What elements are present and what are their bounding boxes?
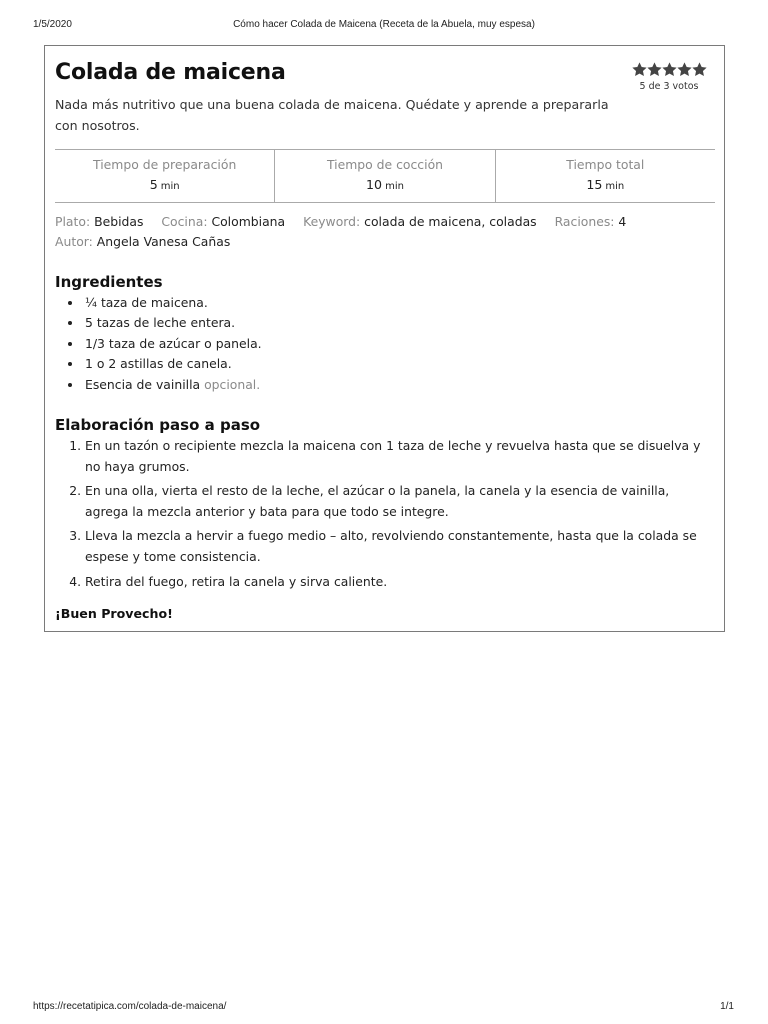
instructions-list — [55, 436, 713, 596]
recipe-summary: Nada más nutritivo que una buena colada de maicena. Quédate y aprende a prepararla con nosotros. — [55, 97, 609, 133]
meta-keyword — [303, 214, 537, 229]
print-date: 1/5/2020 — [33, 19, 72, 30]
star-icon[interactable] — [692, 62, 707, 77]
time-amount: 5 — [149, 177, 158, 192]
meta-author — [55, 232, 715, 252]
time-block — [495, 150, 715, 202]
closing-note: ¡Buen Provecho! — [55, 606, 173, 621]
time-value — [496, 177, 715, 192]
meta-servings-label: Raciones: — [554, 214, 615, 229]
ingredient-item — [83, 293, 703, 313]
star-icon[interactable] — [662, 62, 677, 77]
instruction-step: 1. En un tazón o recipiente mezcla la maicena con 1 taza de leche y revuelva hasta que se disuelva y no haya grumos. — [85, 436, 713, 477]
ingredient-text: ¼ taza de maicena. — [85, 295, 208, 310]
recipe-name: Colada de maicena — [55, 60, 286, 85]
meta-course — [55, 214, 143, 229]
instruction-step: 4. Retira del fuego, retira la canela y sirva caliente. — [85, 572, 713, 593]
ingredient-note: opcional. — [204, 376, 261, 392]
time-block — [55, 150, 274, 202]
time-label: Tiempo de preparación — [93, 157, 237, 172]
meta-cuisine-value: Colombiana — [211, 214, 286, 229]
meta-course-label: Plato: — [55, 214, 91, 229]
time-label: Tiempo de cocción — [326, 157, 443, 172]
ingredient-item — [83, 375, 703, 395]
rating-stars[interactable] — [624, 62, 714, 77]
time-label: Tiempo total — [566, 157, 645, 172]
time-value — [55, 177, 274, 192]
time-amount: 15 — [586, 177, 603, 192]
ingredient-text: 1/3 taza de azúcar o panela. — [85, 335, 262, 351]
time-unit: min — [605, 181, 625, 192]
star-icon[interactable] — [632, 62, 647, 77]
print-header — [0, 0, 768, 44]
print-url: https://recetatipica.com/colada-de-maicena/ — [33, 1001, 227, 1012]
meta-servings-value: 4 — [618, 214, 627, 229]
ingredient-text: 5 tazas de leche entera. — [85, 315, 236, 331]
ingredients-heading: Ingredientes — [55, 273, 163, 291]
print-page-title: Cómo hacer Colada de Maicena (Receta de la Abuela, muy espesa) — [233, 19, 535, 30]
rating-votes: 5 de 3 votos — [639, 81, 699, 92]
time-block — [274, 150, 494, 202]
recipe-rating[interactable] — [624, 62, 714, 92]
meta-author-label: Autor: — [55, 234, 93, 249]
instructions-heading: Elaboración paso a paso — [55, 416, 261, 434]
ingredient-item — [83, 313, 703, 333]
instruction-step: 2. En una olla, vierta el resto de la leche, el azúcar o la panela, la canela y la esencia de vainilla, agrega la mezcla anterior y bata para que todo se integre. — [85, 481, 713, 522]
meta-keyword-label: Keyword: — [303, 214, 361, 229]
time-amount: 10 — [366, 177, 383, 192]
instruction-step: 3. Lleva la mezcla a hervir a fuego medio – alto, revolviendo constantemente, hasta que la colada se espese y tome consistencia. — [85, 526, 713, 567]
meta-keyword-value: colada de maicena, coladas — [364, 214, 537, 229]
ingredients-list — [55, 293, 703, 395]
meta-servings — [555, 214, 627, 229]
print-page-number: 1/1 — [720, 1001, 734, 1012]
recipe-card — [44, 45, 725, 632]
print-footer — [0, 984, 768, 1024]
ingredient-item — [83, 354, 703, 374]
ingredient-text: 1 o 2 astillas de canela. — [85, 356, 232, 372]
star-icon[interactable] — [677, 62, 692, 77]
meta-course-value: Bebidas — [94, 214, 144, 229]
ingredient-text: Esencia de vainilla — [85, 376, 201, 392]
meta-author-value: Angela Vanesa Cañas — [96, 234, 231, 249]
meta-cuisine — [161, 214, 285, 229]
time-value — [275, 177, 494, 192]
star-icon[interactable] — [647, 62, 662, 77]
recipe-meta — [55, 212, 715, 252]
time-unit: min — [385, 181, 404, 192]
meta-cuisine-label: Cocina: — [161, 214, 208, 229]
recipe-times — [55, 149, 715, 203]
time-unit: min — [160, 181, 180, 192]
ingredient-item — [83, 334, 703, 354]
